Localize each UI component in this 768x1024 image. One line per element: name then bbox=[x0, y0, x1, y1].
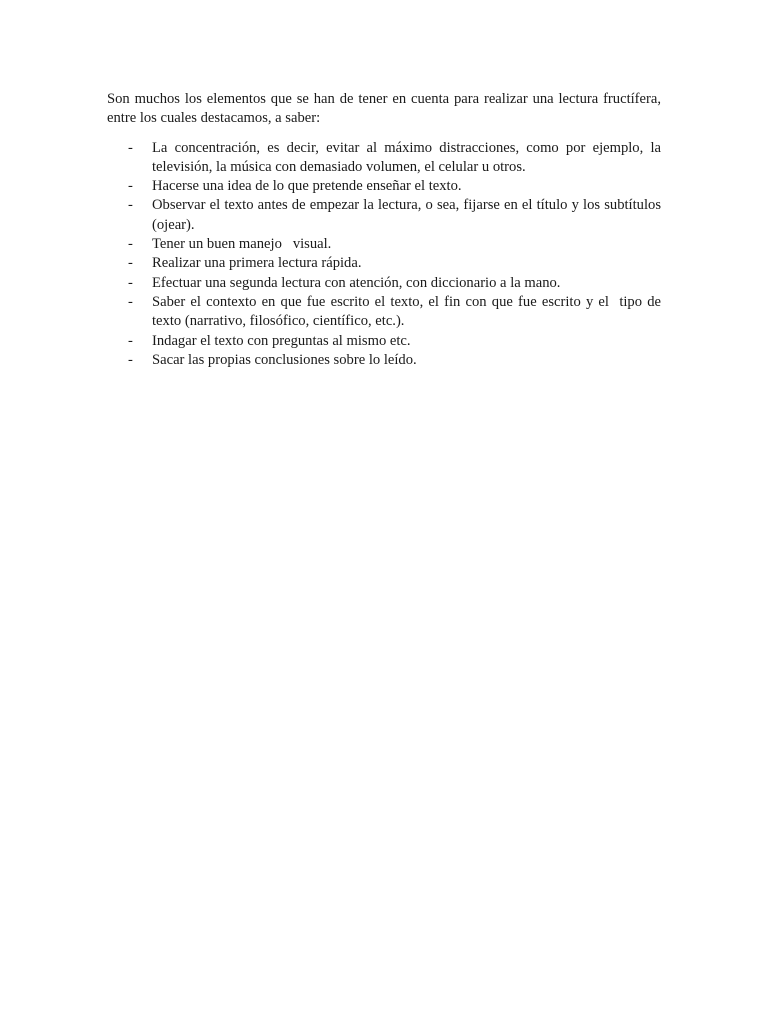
list-item bbox=[107, 235, 661, 254]
list-item bbox=[107, 351, 661, 370]
list-item bbox=[107, 274, 661, 293]
list-item bbox=[107, 293, 665, 332]
bullet-dash: - bbox=[128, 293, 133, 310]
list-item bbox=[107, 332, 661, 351]
bullet-dash: - bbox=[128, 255, 133, 272]
list-item-text: Indagar el texto con preguntas al mismo etc. bbox=[152, 332, 411, 349]
list-item-text: La concentración, es decir, evitar al máximo distracciones, como por ejemplo, la televisión, la música con demasiado volumen, el celular u otros. bbox=[152, 139, 665, 175]
document-page bbox=[107, 90, 665, 370]
list-item bbox=[107, 139, 665, 178]
list-item-text: Saber el contexto en que fue escrito el texto, el fin con que fue escrito y el tipo de texto (narrativo, filosófico, científico, etc.). bbox=[152, 293, 665, 330]
list-item-text: Tener un buen manejo visual. bbox=[152, 236, 332, 253]
bullet-dash: - bbox=[128, 351, 133, 368]
bullet-dash: - bbox=[128, 139, 133, 156]
intro-paragraph: Son muchos los elementos que se han de tener en cuenta para realizar una lectura fructífera, entre los cuales destacamos, a saber: bbox=[107, 91, 661, 127]
list-item-text: Efectuar una segunda lectura con atención, con diccionario a la mano. bbox=[152, 274, 561, 291]
bullet-dash: - bbox=[128, 236, 133, 253]
bullet-dash: - bbox=[128, 178, 133, 195]
bullet-dash: - bbox=[128, 274, 133, 291]
list-item-text: Hacerse una idea de lo que pretende enseñar el texto. bbox=[152, 178, 462, 195]
list-item bbox=[107, 177, 661, 196]
recommendations-list bbox=[107, 139, 665, 371]
list-item-text: Sacar las propias conclusiones sobre lo leído. bbox=[152, 351, 417, 368]
list-item bbox=[107, 254, 661, 273]
list-item bbox=[107, 196, 665, 235]
bullet-dash: - bbox=[128, 332, 133, 349]
bullet-dash: - bbox=[128, 197, 133, 214]
list-item-text: Realizar una primera lectura rápida. bbox=[152, 255, 362, 272]
list-item-text: Observar el texto antes de empezar la lectura, o sea, fijarse en el título y los subtítulos (ojear). bbox=[152, 197, 665, 233]
